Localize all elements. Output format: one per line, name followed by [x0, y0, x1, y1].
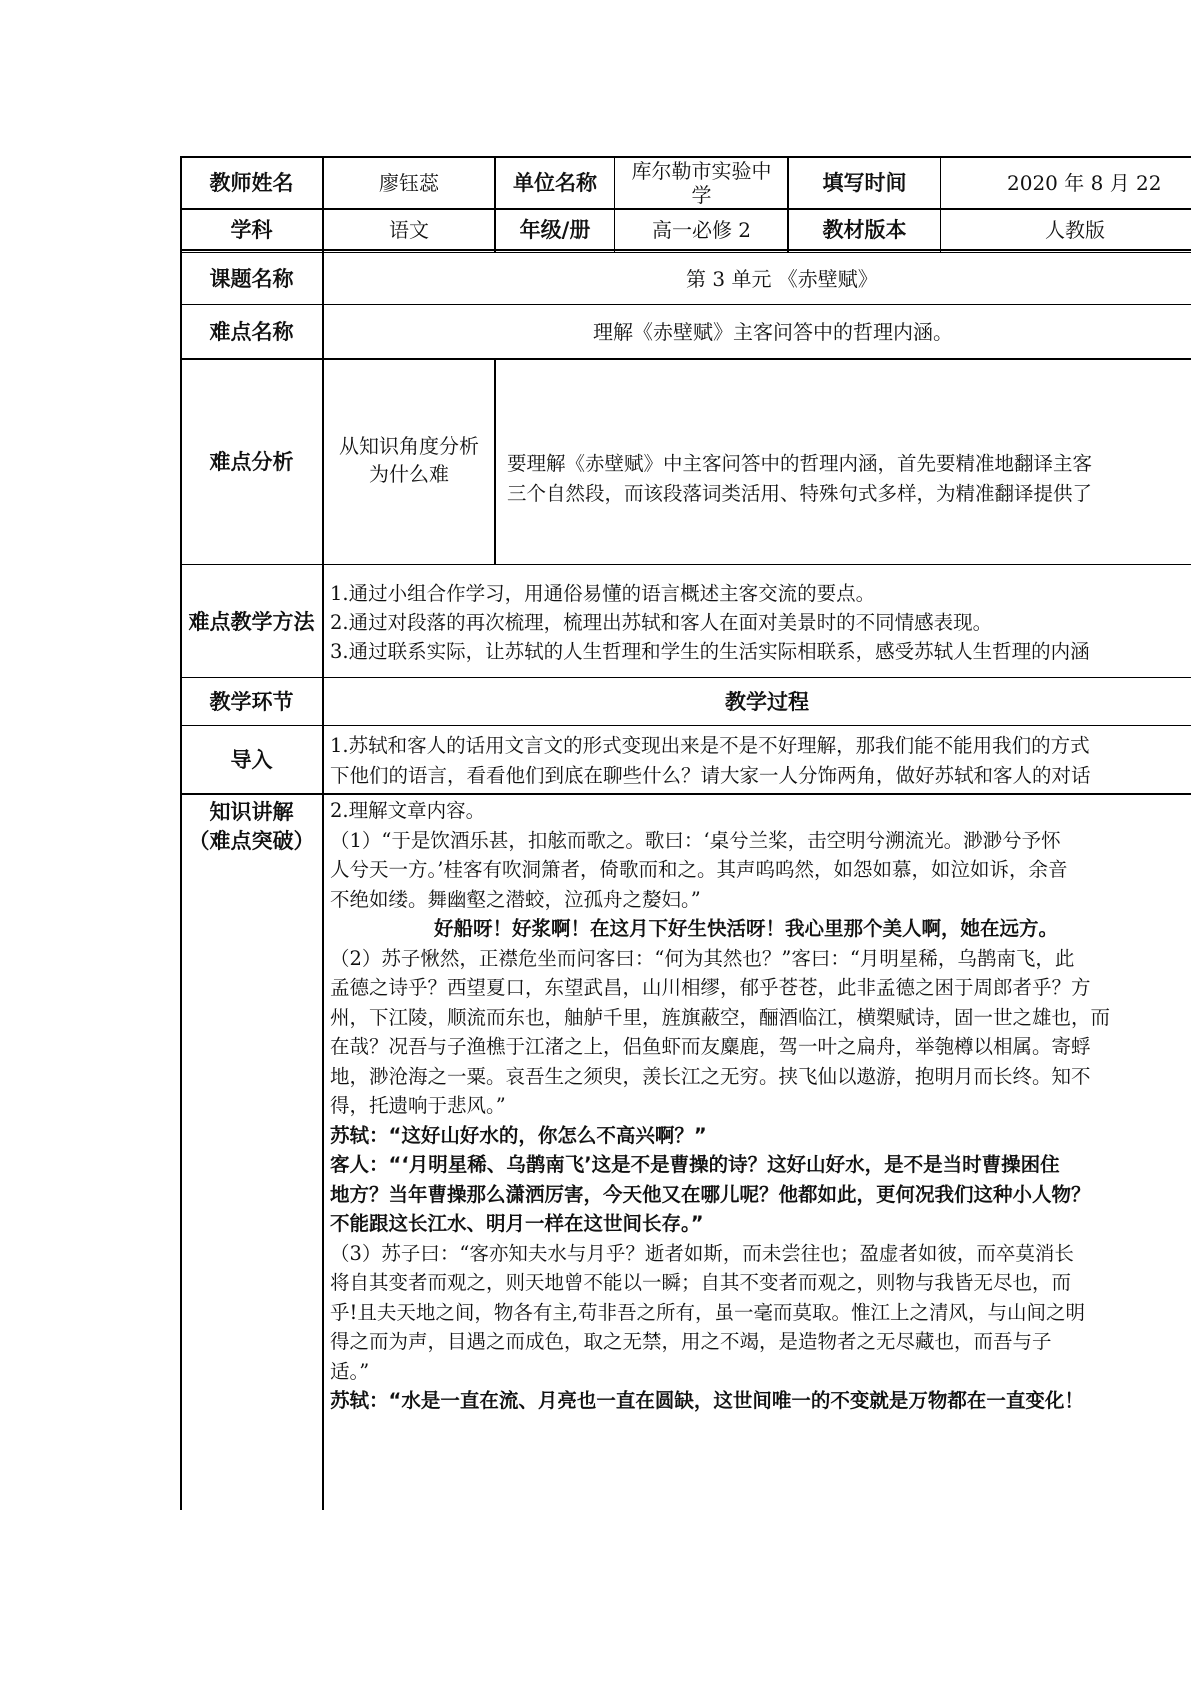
intro-text [330, 731, 1091, 791]
lecture-line: （1）“于是饮酒乐甚，扣舷而歌之。歌曰：‘桌兮兰桨，击空明兮溯流光。渺渺兮予怀 [330, 828, 1061, 852]
analysis-line: 要理解《赤壁赋》中主客问答中的哲理内涵，首先要精准地翻译主客 [507, 452, 1093, 475]
lesson-plan-sheet [180, 156, 1191, 1510]
grid-line [180, 358, 1191, 360]
difficulty-name-value: 理解《赤壁赋》主客问答中的哲理内涵。 [593, 320, 953, 344]
grid-line [494, 156, 496, 252]
lecture-line: 在哉？况吾与子渔樵于江渚之上，侣鱼虾而友麋鹿，驾一叶之扁舟，举匏樽以相属。寄蜉 [330, 1035, 1091, 1058]
teaching-process-label: 教学过程 [725, 690, 809, 714]
subject-label: 学科 [230, 218, 273, 242]
lecture-line: 得之而为声，目遇之而成色，取之无禁，用之不竭，是造物者之无尽藏也，而吾与子 [330, 1330, 1052, 1353]
lecture-line: （2）苏子愀然，正襟危坐而问客曰：“何为其然也？”客曰：“月明星稀，乌鹊南飞，此 [330, 946, 1075, 970]
lecture-bold-line: 苏轼：“水是一直在流、月亮也一直在圆缺，这世间唯一的不变就是万物都在一直变化！ [330, 1389, 1084, 1412]
unit-name-line1: 库尔勒市实验中 [631, 158, 772, 183]
analysis-sub-label [323, 359, 495, 565]
lecture-line: 人兮天一方。’桂客有吹洞箫者，倚歌而和之。其声呜呜然，如怨如慕，如泣如诉，余音 [330, 858, 1068, 881]
grid-line [614, 156, 615, 252]
edition-value: 人教版 [1045, 218, 1105, 242]
topic-label: 课题名称 [209, 267, 294, 291]
lecture-line: 得，托遗响于悲风。” [330, 1094, 506, 1117]
fill-date-label: 填写时间 [822, 170, 907, 195]
analysis-sub-label-line1: 从知识角度分析 [339, 434, 479, 458]
lecture-line: 州，下江陵，顺流而东也，舳舻千里，旌旗蔽空，酾酒临江，横槊赋诗，固一世之雄也，而 [330, 1005, 1111, 1029]
analysis-text [507, 449, 1092, 508]
lecture-text [330, 796, 1110, 1416]
lecture-line: 乎!且夫天地之间，物各有主,苟非吾之所有，虽一毫而莫取。惟江上之清风，与山间之明 [330, 1300, 1086, 1324]
grid-line [180, 249, 1191, 251]
grid-line [180, 156, 1191, 158]
unit-name-label: 单位名称 [513, 170, 597, 195]
grid-line [180, 208, 1191, 210]
grid-line [180, 304, 1191, 305]
lecture-line: 地，渺沧海之一粟。哀吾生之须臾，羡长江之无穷。挟飞仙以遨游，抱明月而长终。知不 [330, 1064, 1091, 1088]
edition-label: 教材版本 [822, 218, 907, 242]
grid-line [180, 725, 1191, 726]
grid-line [180, 564, 1191, 565]
subject-value: 语文 [389, 218, 429, 242]
grade-label: 年级/册 [519, 218, 591, 242]
unit-name-value [615, 156, 788, 209]
lecture-line: 不绝如缕。舞幽壑之潜蛟，泣孤舟之嫠妇。” [330, 887, 701, 911]
difficulty-analysis-label: 难点分析 [209, 450, 294, 474]
grid-line [787, 156, 789, 252]
grid-line [180, 677, 1191, 678]
lecture-label-line1: 知识讲解 [209, 800, 294, 824]
lecture-bold-line: 客人：“‘月明星稀、乌鹊南飞’这是不是曹操的诗？这好山好水，是不是当时曹操困住 [330, 1153, 1060, 1176]
grid-line [180, 793, 1191, 795]
method-item: 3.通过联系实际，让苏轼的人生哲理和学生的生活实际相联系，感受苏轼人生哲理的内涵 [330, 640, 1090, 663]
lecture-bold-line: 苏轼：“这好山好水的，你怎么不高兴啊？” [330, 1123, 707, 1147]
fill-date-value: 2020 年 8 月 22 [1007, 170, 1162, 195]
grid-line [180, 252, 1191, 253]
teacher-name-label: 教师姓名 [209, 170, 294, 195]
teacher-name-value: 廖钰蕊 [379, 170, 439, 195]
lecture-bold-line: 不能跟这长江水、明月一样在这世间长存。” [330, 1212, 704, 1235]
intro-label: 导入 [230, 748, 273, 772]
lecture-line: 2.理解文章内容。 [330, 799, 486, 822]
lecture-line: 孟德之诗乎？西望夏口，东望武昌，山川相缪，郁乎苍苍，此非孟德之困于周郎者乎？方 [330, 976, 1091, 999]
method-item: 2.通过对段落的再次梳理，梳理出苏轼和客人在面对美景时的不同情感表现。 [330, 611, 993, 634]
analysis-sub-label-line2: 为什么难 [369, 462, 449, 486]
unit-name-line2: 学 [691, 182, 712, 207]
teaching-method-label: 难点教学方法 [188, 609, 315, 634]
lecture-label [180, 796, 323, 858]
method-item: 1.通过小组合作学习，用通俗易懂的语言概述主客交流的要点。 [330, 582, 876, 605]
grid-line [180, 156, 182, 1510]
topic-value: 第 3 单元 《赤壁赋》 [686, 267, 878, 291]
grid-line [940, 156, 941, 252]
lecture-bold-line: 好船呀！好浆啊！在这月下好生快活呀！我心里那个美人啊，她在远方。 [434, 917, 1059, 940]
lecture-line: 适。” [330, 1359, 370, 1383]
lecture-bold-line: 地方？当年曹操那么潇洒厉害，今天他又在哪儿呢？他都如此，更何况我们这种小人物？ [330, 1182, 1091, 1206]
teaching-stage-label: 教学环节 [209, 690, 294, 714]
teaching-method-text [330, 579, 1090, 666]
difficulty-name-label: 难点名称 [209, 320, 294, 344]
grid-line [494, 359, 496, 565]
analysis-line: 三个自然段，而该段落词类活用、特殊句式多样，为精准翻译提供了 [507, 481, 1093, 505]
lecture-line: （3）苏子曰：“客亦知夫水与月乎？逝者如斯，而未尝往也；盈虚者如彼，而卒莫消长 [330, 1241, 1074, 1265]
grid-line [322, 156, 324, 1510]
lecture-line: 将自其变者而观之，则天地曾不能以一瞬；自其不变者而观之，则物与我皆无尽也，而 [330, 1271, 1072, 1294]
intro-line: 1.苏轼和客人的话用文言文的形式变现出来是不是不好理解，那我们能不能用我们的方式 [330, 734, 1090, 757]
lecture-label-line2: （难点突破） [188, 829, 315, 853]
grade-value: 高一必修 2 [651, 218, 752, 242]
intro-line: 下他们的语言，看看他们到底在聊些什么？请大家一人分饰两角，做好苏轼和客人的对话 [330, 764, 1091, 787]
